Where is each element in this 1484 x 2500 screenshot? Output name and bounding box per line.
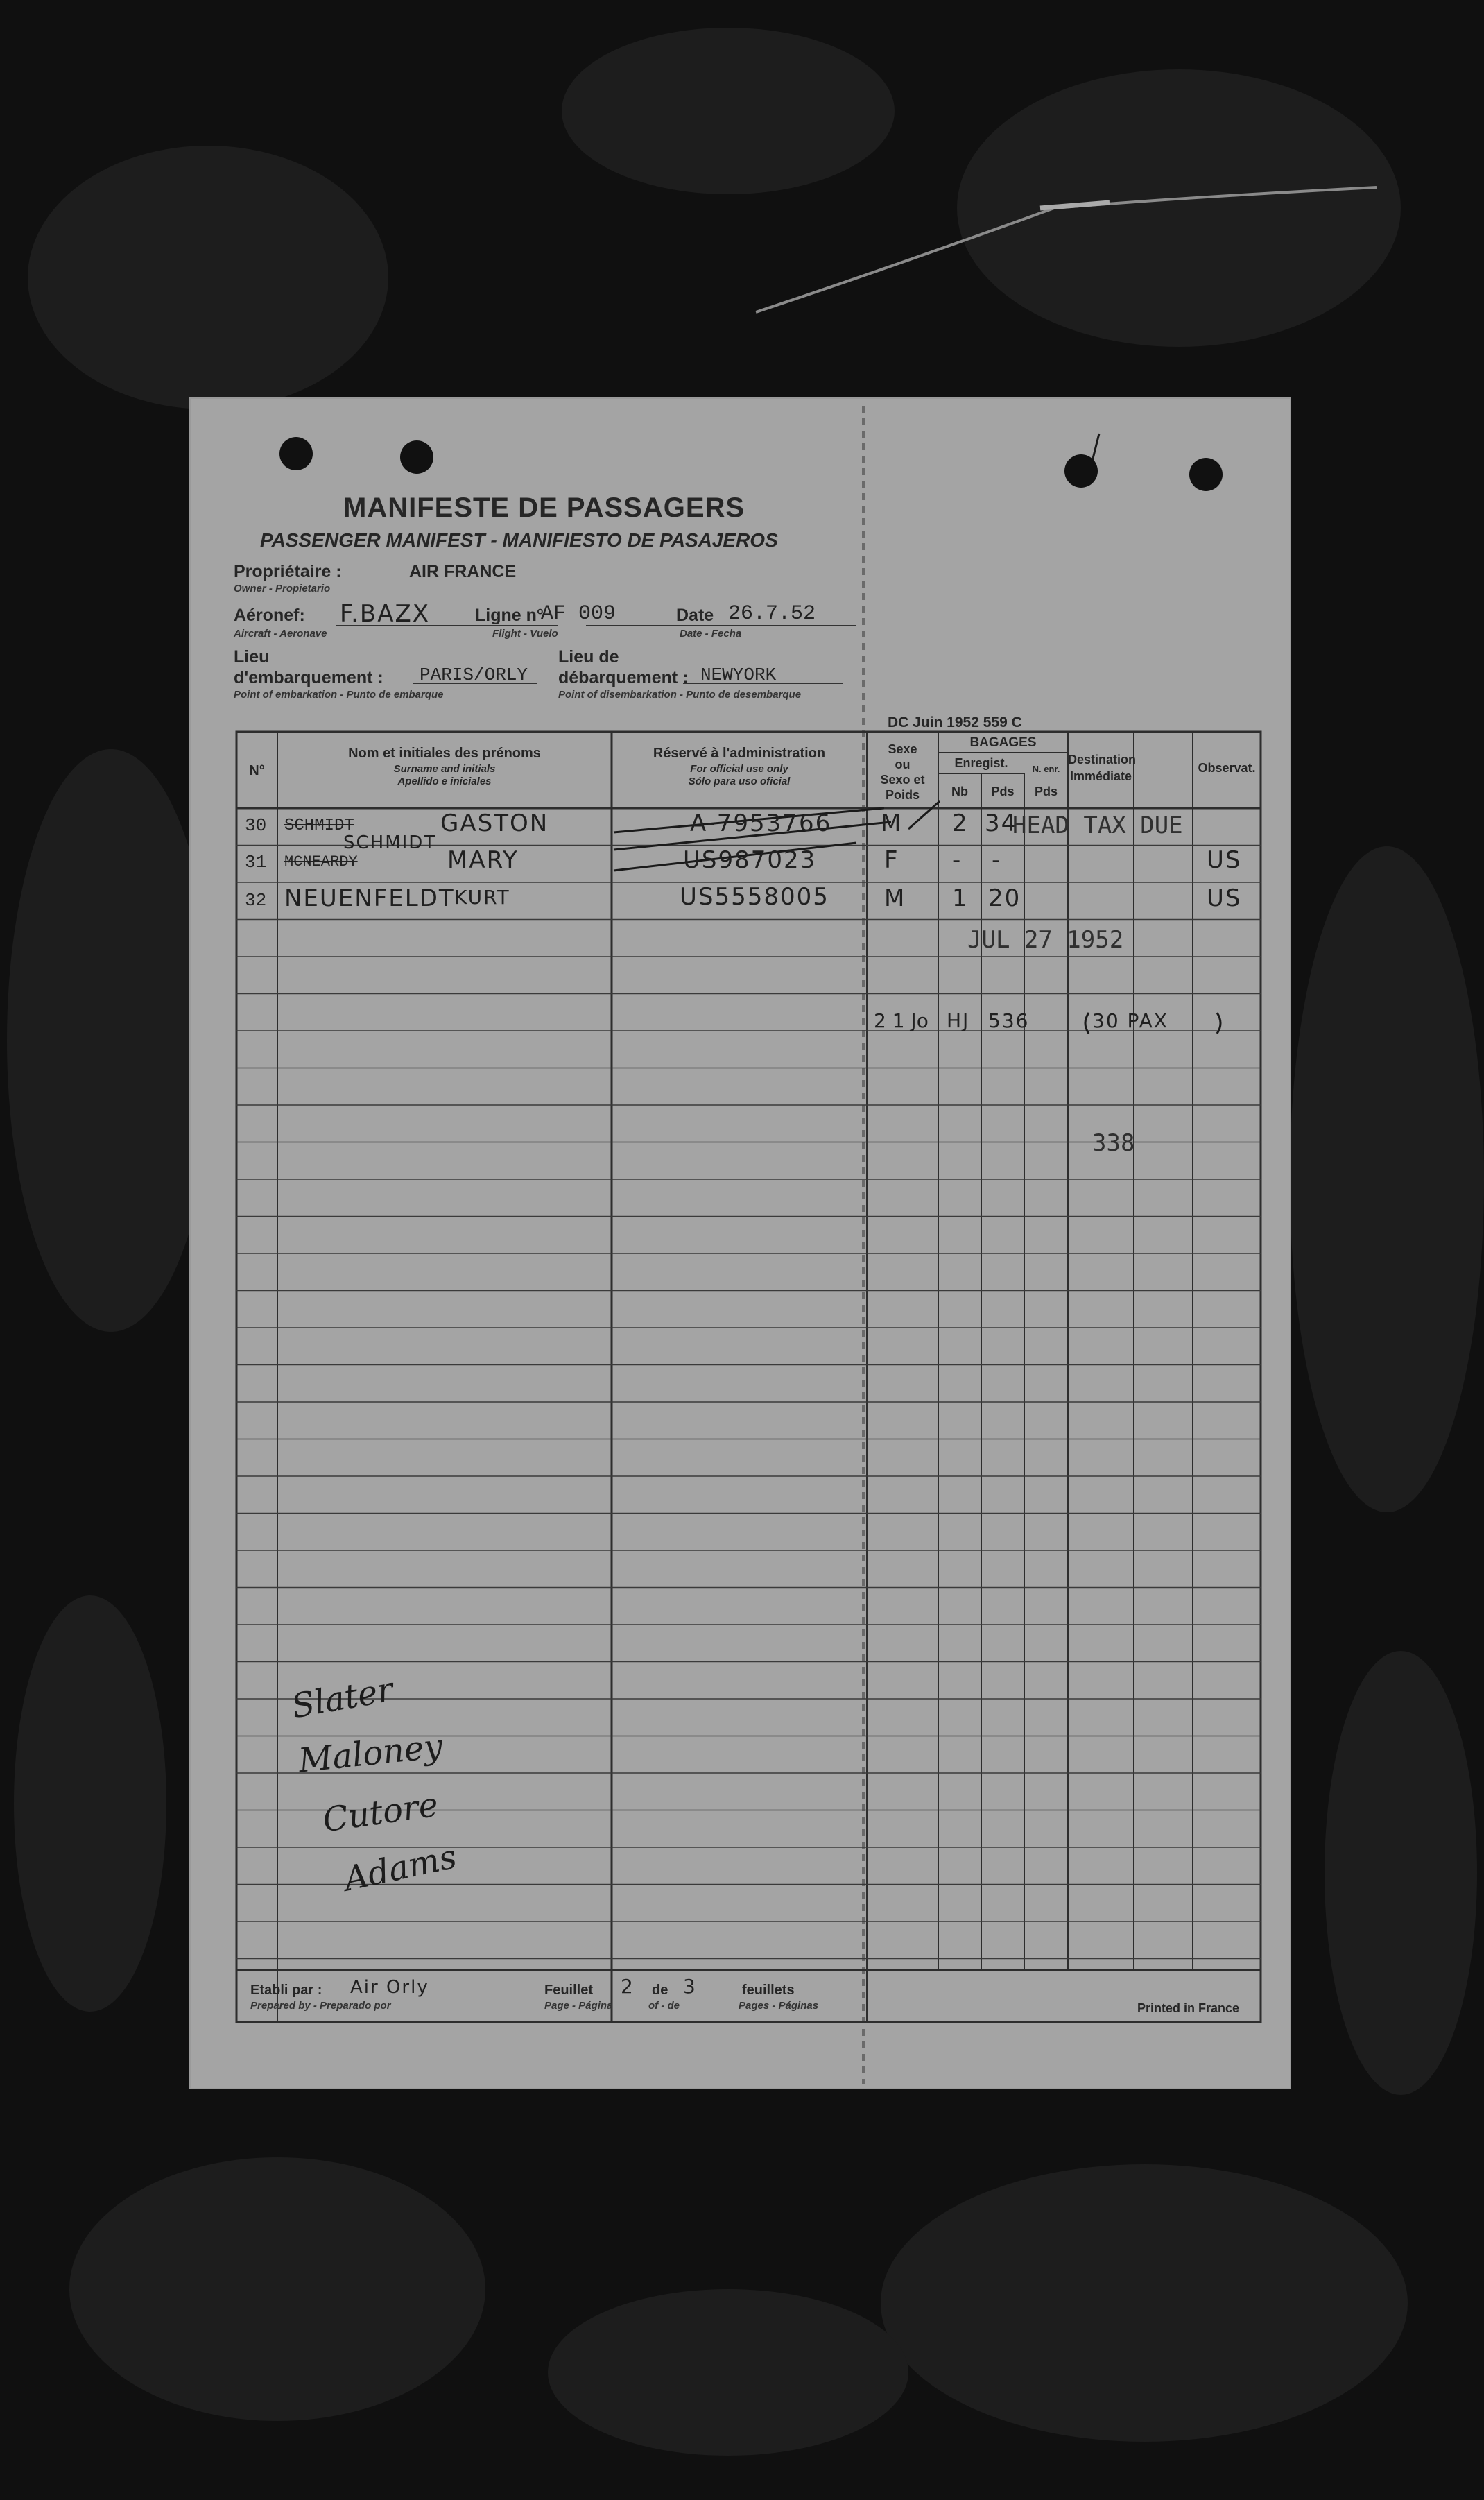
sheet-of-label: de [652,1983,668,1998]
signature-slater: Slater [288,1670,397,1727]
count-stamp: 338 [1092,1129,1135,1157]
aircraft-label: Aéronef: [234,606,305,625]
row-bag-weight: 34 [985,810,1018,837]
owner-value: AIR FRANCE [409,562,517,581]
tally-passenger-count: 30 PAX [1092,1009,1168,1032]
col-header-admin-en: For official use only [690,763,788,775]
owner-sublabel: Owner - Propietario [234,583,331,594]
sheet-number: 2 [621,1975,635,1998]
disembark-sublabel: Point of disembarkation - Punto de desembarque [558,689,802,701]
manifest-subtitle: PASSENGER MANIFEST - MANIFIESTO DE PASAJEROS [260,529,778,551]
col-header-registered: Enregist. [954,756,1008,770]
col-header-sex: Sexe [888,742,917,756]
col-header-baggage: BAGAGES [969,735,1037,750]
form-code: DC Juin 1952 559 C [888,714,1022,730]
prepared-by-value: Air Orly [350,1977,429,1998]
row-surname: NEUENFELDT [284,884,455,912]
col-header-name-en: Surname and initials [393,763,496,775]
punch-hole [1064,454,1098,488]
aircraft-sublabel: Aircraft - Aeronave [234,628,327,640]
disembark-label-2: débarquement : [558,668,689,687]
embark-label: Lieu [234,647,270,667]
row-sex: F [884,846,899,874]
sheet-label: Feuillet [544,1983,594,1998]
col-header-destination-2: Immédiate [1069,769,1132,783]
date-value: 26.7.52 [728,602,816,626]
row-number: 32 [245,890,267,911]
row-given-name: KURT [454,886,510,909]
date-stamp: JUL 27 1952 [967,926,1124,954]
embark-value: PARIS/ORLY [420,665,528,685]
row-given-name: GASTON [440,810,549,837]
manifest-title: MANIFESTE DE PASSAGERS [343,493,745,523]
owner-label: Propriétaire : [234,562,342,581]
row-number: 31 [245,852,267,873]
col-header-name-es: Apellido e iniciales [397,776,492,787]
tally-bag-count: HJ [947,1009,970,1032]
row-admin-number: US987023 [683,846,817,874]
tally-bag-weight: 536 [988,1009,1030,1032]
signature-cutore: Cutore [320,1785,441,1840]
punch-hole [400,440,433,474]
row-note: HEAD TAX DUE [1012,812,1183,839]
punch-hole [279,437,313,470]
sheet-total: 3 [683,1975,697,1998]
manifest-page [191,399,1290,2088]
flight-value: AF 009 [541,602,616,626]
disembark-label: Lieu de [558,647,619,667]
row-given-name: MARY [447,846,519,874]
embark-label-2: d'embarquement : [234,668,383,687]
prepared-by-sublabel: Prepared by - Preparado por [250,2000,391,2012]
date-sublabel: Date - Fecha [680,628,742,640]
row-admin-number: US5558005 [680,883,829,911]
col-header-observations: Observat. [1198,761,1256,775]
row-admin-number: A-7953766 [690,810,832,837]
col-header-no: N° [249,763,265,778]
row-bag-weight: - [992,846,1002,874]
col-header-nonreg: N. enr. [1032,764,1060,774]
sheets-label: feuillets [742,1983,795,1998]
col-header-admin: Réservé à l'administration [653,746,826,761]
row-surname: SCHMIDT [284,816,354,835]
col-header-sex-2: ou [895,757,911,771]
col-header-admin-es: Sólo para uso oficial [688,776,791,787]
row-number: 30 [245,815,267,836]
col-header-nonreg-pds: Pds [1034,785,1058,798]
flight-sublabel: Flight - Vuelo [492,628,558,640]
printed-in-france: Printed in France [1137,2001,1240,2015]
row-surname-struck: MCNEARDY [284,853,358,871]
signature-maloney: Maloney [296,1727,445,1781]
row-bag-count: - [952,846,963,874]
col-header-pds: Pds [991,785,1015,798]
row-sex: M [881,810,903,837]
row-bag-count: 1 [952,884,969,912]
row-surname: SCHMIDT [343,832,437,853]
col-header-destination: Destination [1068,753,1137,767]
col-header-nb: Nb [951,785,968,798]
disembark-value: NEWYORK [700,665,777,685]
of-sublabel: of - de [648,2000,680,2012]
date-label: Date [676,606,714,625]
prepared-by-label: Etabli par : [250,1983,322,1998]
sheet-sublabel: Page - Página [544,2000,613,2012]
pages-sublabel: Pages - Páginas [739,2000,819,2012]
punch-hole [1189,458,1223,491]
row-bag-count: 2 [952,810,969,837]
col-header-name: Nom et initiales des prénoms [348,746,541,761]
row-bag-weight: 20 [988,884,1021,912]
aircraft-value: F.BAZX [340,600,431,628]
row-sex: M [884,884,906,912]
tally-sex: 2 1 Jo [874,1009,929,1032]
row-observation: US [1207,884,1242,912]
embark-sublabel: Point of embarkation - Punto de embarque [234,689,444,701]
flight-label: Ligne n° [475,606,544,625]
row-observation: US [1207,846,1242,874]
col-header-sex-4: Poids [885,788,920,802]
col-header-sex-3: Sexo et [880,773,925,787]
signature-adams: Adams [340,1837,460,1899]
